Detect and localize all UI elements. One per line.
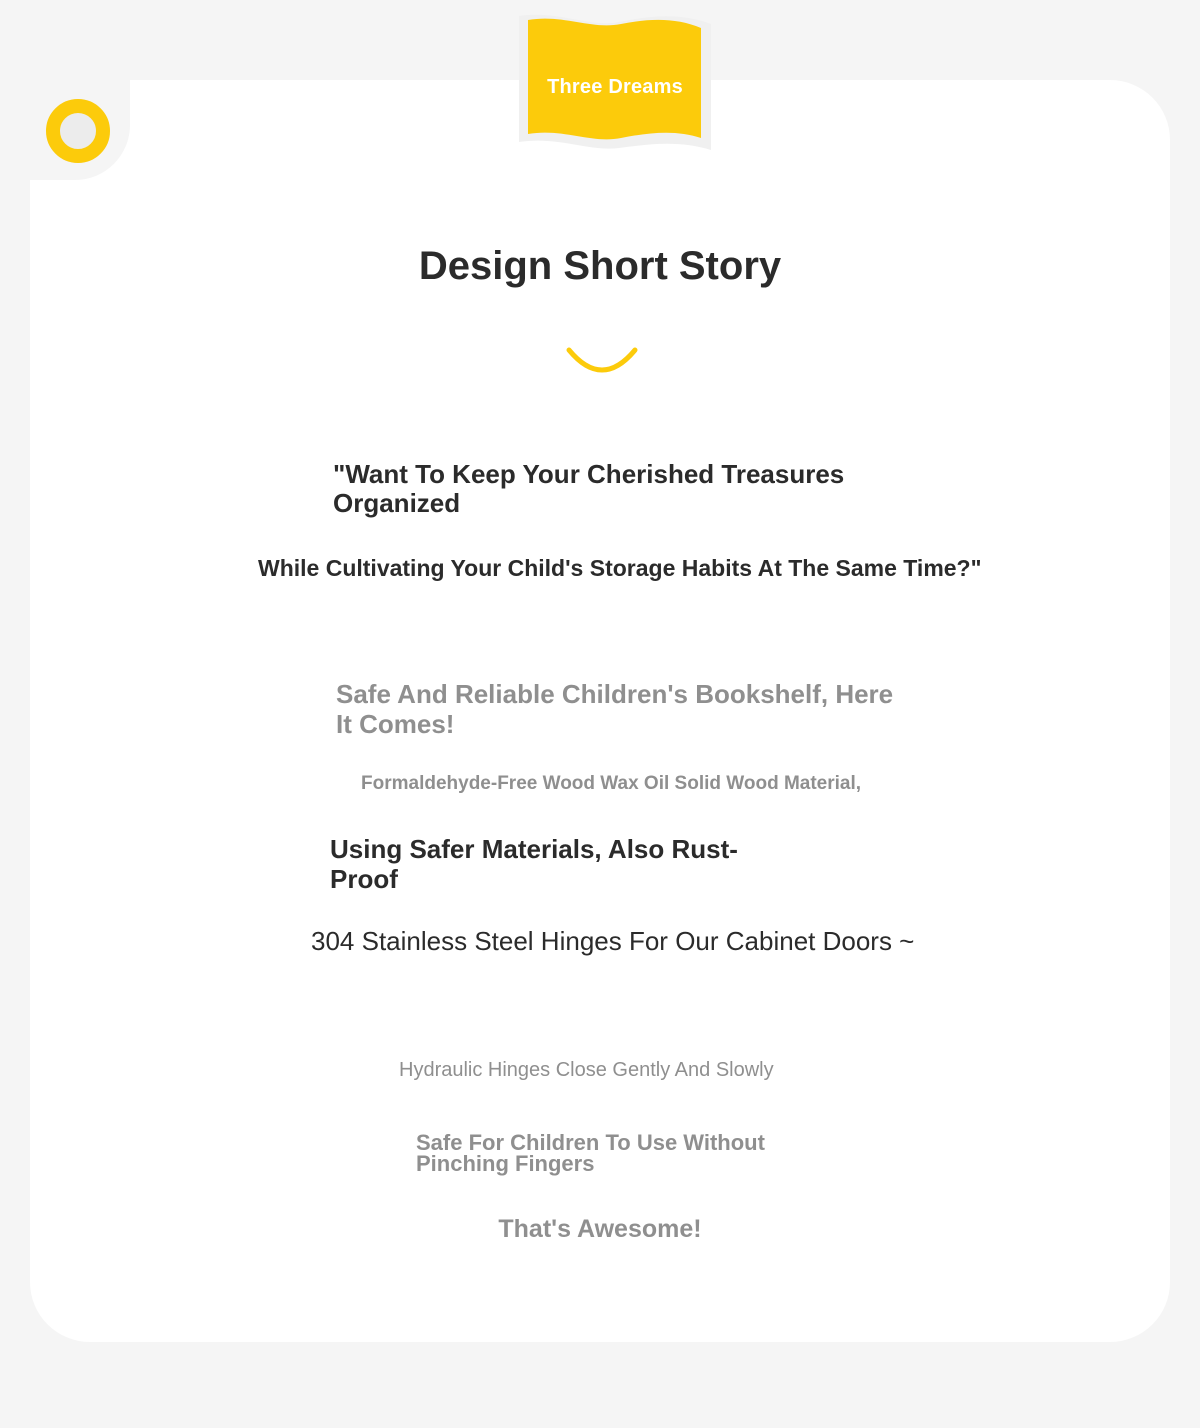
section-title: Design Short Story <box>418 244 782 288</box>
brand-flag <box>519 14 711 150</box>
story-question-line2: While Cultivating Your Child's Storage Habits At The Same Time?" <box>258 555 982 581</box>
story-safe-children: Safe For Children To Use Without Pinching Fingers <box>416 1130 765 1176</box>
story-material: Formaldehyde-Free Wood Wax Oil Solid Wood Material, <box>361 773 862 794</box>
story-hydraulic: Hydraulic Hinges Close Gently And Slowly <box>399 1059 774 1081</box>
ring-icon <box>46 99 110 163</box>
story-hinges: 304 Stainless Steel Hinges For Our Cabinet Doors ~ <box>311 926 915 956</box>
brand-label: Three Dreams <box>547 76 683 98</box>
smile-icon <box>566 346 638 376</box>
story-question-line1: "Want To Keep Your Cherished Treasures Organized <box>333 459 845 518</box>
story-headline: Safe And Reliable Children's Bookshelf, Here It Comes! <box>336 679 894 739</box>
story-safer-materials: Using Safer Materials, Also Rust-Proof <box>330 834 738 894</box>
story-awesome: That's Awesome! <box>498 1215 702 1243</box>
